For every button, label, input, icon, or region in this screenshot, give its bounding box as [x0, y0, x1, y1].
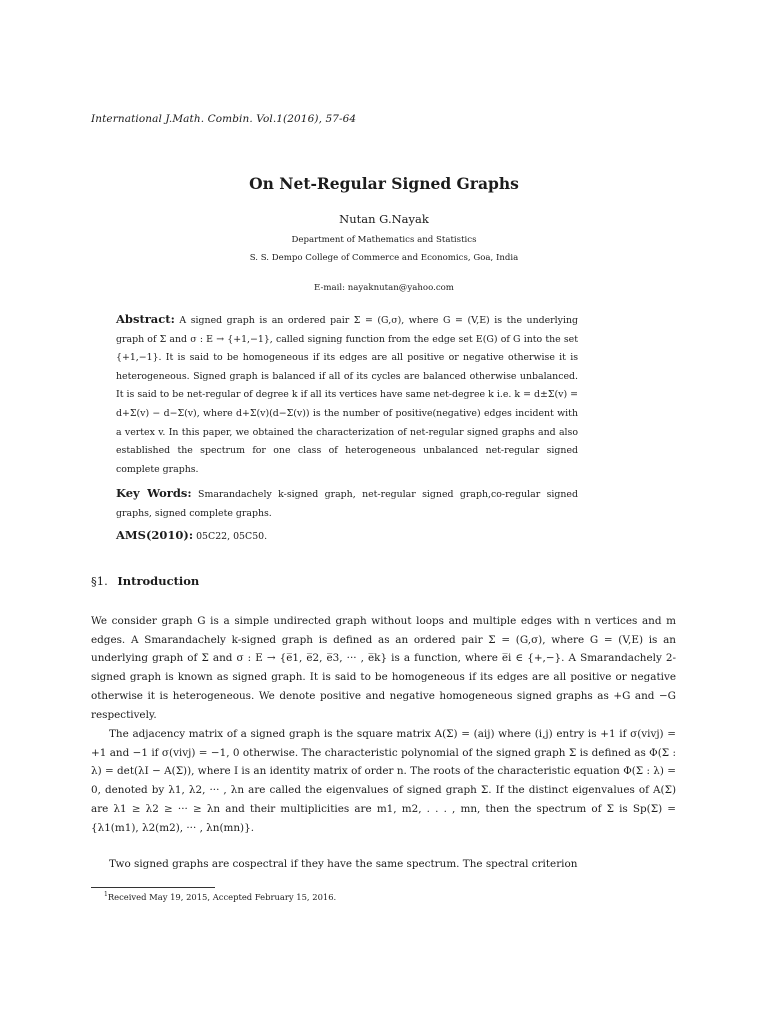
footnote-rule	[91, 887, 215, 888]
keywords-block: Key Words: Smarandachely k-signed graph, net-regular signed graph,co-regular signed graphs, signed complete graphs.	[116, 486, 578, 519]
journal-citation: International J.Math. Combin. Vol.1(2016), 57-64	[91, 113, 357, 125]
abstract-block: Abstract: A signed graph is an ordered pair Σ = (G,σ), where G = (V,E) is the underlying graph of Σ and σ : E → {+1,−1}, called signing function from the edge set E(G) of G into the set {+1,−1}. It is said to be homogeneous if its edges are all positive or negative otherwise it is heterogeneous. Signed graph is balanced if all of its cycles are balanced otherwise unbalanced. It is said to be net-regular of degree k if all its vertices have same net-degree k i.e. k = d±Σ(v) = d+Σ(v) − d−Σ(v), where d+Σ(v)(d−Σ(v)) is the number of positive(negative) edges incident with a vertex v. In this paper, we obtained the characterization of net-regular signed graphs and also established the spectrum for one class of heterogeneous unbalanced net-regular signed complete graphs.	[116, 312, 578, 475]
author-department: Department of Mathematics and Statistics	[291, 235, 477, 245]
author-name: Nutan G.Nayak	[339, 212, 429, 226]
body-paragraph: Two signed graphs are cospectral if they have the same spectrum. The spectral criterion	[109, 858, 578, 870]
section-heading	[91, 574, 199, 588]
ams-block: AMS(2010): 05C22, 05C50.	[116, 528, 268, 542]
paper-title: On Net-Regular Signed Graphs	[249, 174, 519, 193]
abstract-text: A signed graph is an ordered pair Σ = (G,σ), where G = (V,E) is the underlying graph of Σ and σ : E → {+1,−1}, called signing function from the edge set E(G) of G into the set {+1,−1}. It is said to be homogeneous if its edges are all positive or negative otherwise it is heterogeneous. Signed graph is balanced if all of its cycles are balanced otherwise unbalanced. It is said to be net-regular of degree k if all its vertices have same net-degree k i.e. k = d±Σ(v) = d+Σ(v) − d−Σ(v), where d+Σ(v)(d−Σ(v)) is the number of positive(negative) edges incident with a vertex v. In this paper, we obtained the characterization of net-regular signed graphs and also established the spectrum for one class of heterogeneous unbalanced net-regular signed complete graphs.	[116, 315, 578, 475]
section-title: Introduction	[117, 574, 200, 588]
section-number: §1.	[91, 574, 108, 588]
body-paragraph: The adjacency matrix of a signed graph is the square matrix A(Σ) = (aij) where (i,j) entry is +1 if σ(vivj) = +1 and −1 if σ(vivj) = −1, 0 otherwise. The characteristic polynomial of the signed graph Σ is defined as Φ(Σ : λ) = det(λI − A(Σ)), where I is an identity matrix of order n. The roots of the characteristic equation Φ(Σ : λ) = 0, denoted by λ1, λ2, ··· , λn are called the eigenvalues of signed graph Σ. If the distinct eigenvalues of A(Σ) are λ1 ≥ λ2 ≥ ··· ≥ λn and their multiplicities are m1, m2, . . . , mn, then the spectrum of Σ is Sp(Σ) = {λ1(m1), λ2(m2), ··· , λn(mn)}.	[91, 728, 677, 834]
ams-label: AMS(2010)	[116, 528, 189, 542]
ams-codes: 05C22, 05C50.	[196, 531, 268, 542]
abstract-label: Abstract	[116, 312, 171, 326]
body-paragraph: We consider graph G is a simple undirected graph without loops and multiple edges with n vertices and m edges. A Smarandachely k-signed graph is defined as an ordered pair Σ = (G,σ), where G = (V,E) is an underlying graph of Σ and σ : E → {e̅1, e̅2, e̅3, ··· , e̅k} is a function, where e̅i ∈ {+,−}. A Smarandachely 2-signed graph is known as signed graph. It is said to be homogeneous if its edges are all positive or negative otherwise it is heterogeneous. We denote positive and negative homogeneous signed graphs as +G and −G respectively.	[91, 615, 676, 721]
footnote-text: Received May 19, 2015, Accepted February 15, 2016.	[107, 891, 337, 902]
author-email: E-mail: nayaknutan@yahoo.com	[314, 283, 454, 293]
footnote-mark: 1	[104, 891, 108, 898]
footnote	[104, 891, 336, 902]
keywords-text: Smarandachely k-signed graph, net-regular signed graph,co-regular signed graphs, signed complete graphs.	[116, 489, 578, 519]
author-affiliation: S. S. Dempo College of Commerce and Economics, Goa, India	[249, 253, 519, 263]
keywords-label: Key Words	[116, 486, 188, 500]
